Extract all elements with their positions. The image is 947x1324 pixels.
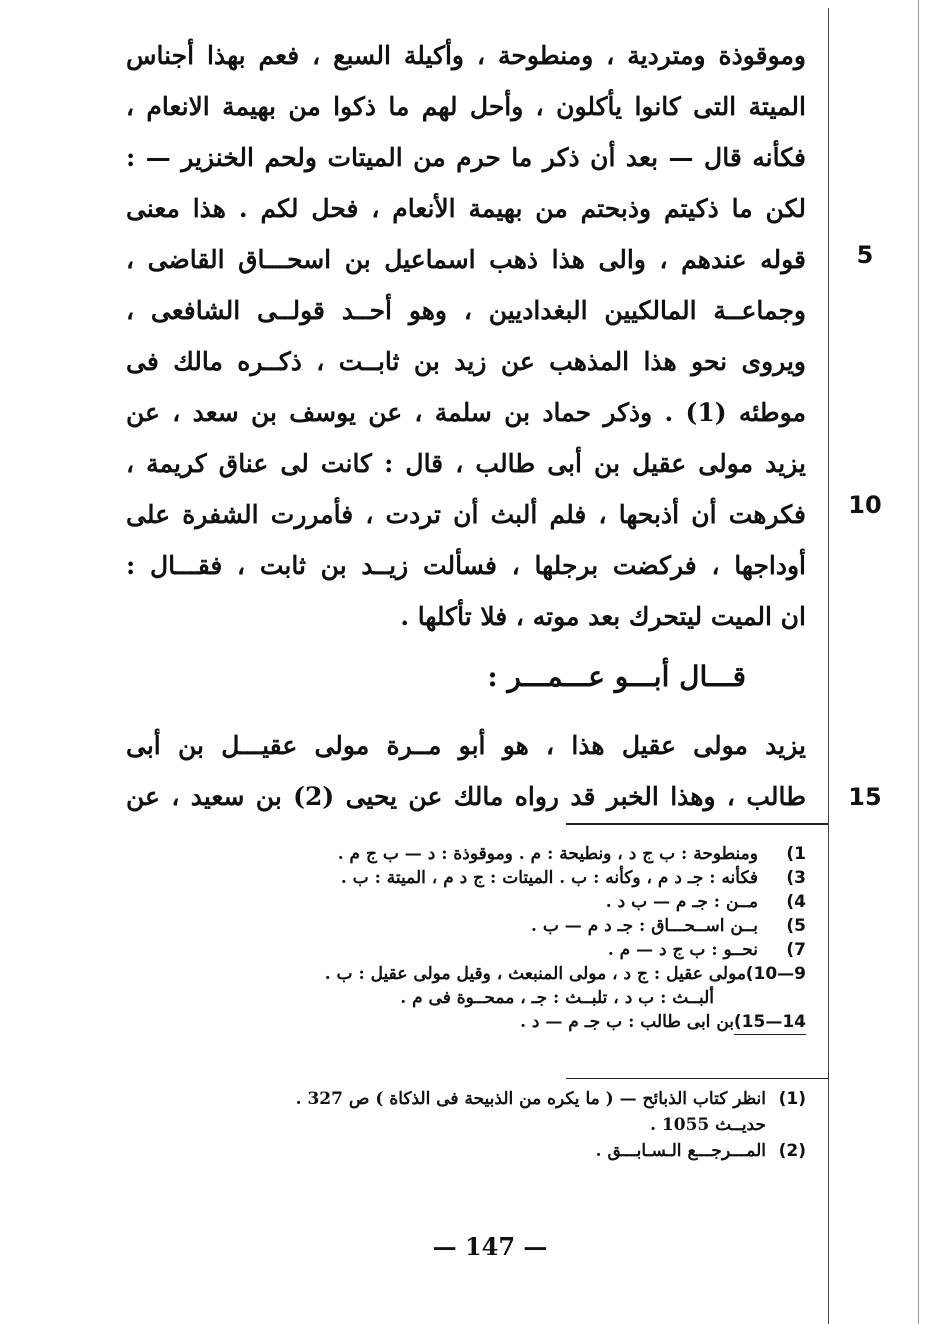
apparatus-entry — [126, 842, 806, 866]
margin-line-number: 15 — [848, 783, 882, 811]
apparatus-line-ref: 1) — [786, 844, 806, 864]
text-line: لكن ما ذكيتم وذبحتم من بهيمة الأنعام ، فحل لكم . هذا معنى — [126, 194, 806, 223]
footnote-text: المـــرجـــع الـسـابـــق . — [595, 1141, 766, 1161]
footnote-continuation — [126, 1112, 806, 1138]
footnote — [126, 1138, 806, 1164]
apparatus-text: ومنطوحة : ب ج د ، ونطيحة : م . وموقوذة : د — ب ج م . — [337, 844, 758, 864]
section-heading: قـــال أبـــو عـــمـــر : — [487, 660, 746, 693]
apparatus-line-ref: 9—10) — [745, 964, 806, 984]
footnote-marker: (2) — [778, 1141, 806, 1161]
apparatus-entry — [126, 914, 806, 938]
apparatus-text: بن ابى طالب : ب جـ م — د . — [520, 1012, 734, 1032]
apparatus-entry — [126, 962, 806, 986]
footnotes-divider — [566, 1078, 828, 1079]
apparatus-text: فكأنه : جـ د م ، وكأنه : ب . الميتات : ج د م ، الميتة : ب . — [340, 868, 758, 888]
footnote-text: حديــث 1055 . — [650, 1115, 766, 1135]
text-line: طالب ، وهذا الخبر قد رواه مالك عن يحيى (2) بن سعيد ، عن — [126, 782, 806, 811]
footnote — [126, 1086, 806, 1112]
apparatus-text: مولى عقيل : ج د ، مولى المنبعث ، وقيل مولى عقيل : ب . — [324, 964, 746, 984]
text-line: الميتة التى كانوا يأكلون ، وأحل لهم ما ذكوا من بهيمة الانعام ، — [126, 92, 806, 121]
apparatus-text: بــن اســحـــاق : جـ د م — ب . — [531, 916, 758, 936]
footnotes — [126, 1086, 806, 1164]
apparatus-divider — [566, 823, 828, 825]
text-line: أوداجها ، فركضت برجلها ، فسألت زيــد بن ثابت ، فقـــال : — [126, 551, 806, 580]
page-edge-rule — [918, 0, 919, 1324]
page-number: — 147 — — [432, 1232, 548, 1261]
margin-line-number: 5 — [856, 241, 874, 269]
text-line: وموقوذة ومتردية ، ومنطوحة ، وأكيلة السبع ، فعم بهذا أجناس — [126, 41, 806, 70]
footnote-marker: (1) — [778, 1089, 806, 1109]
apparatus-line-ref: 5) — [786, 916, 806, 936]
apparatus-entry — [126, 890, 806, 914]
apparatus-text: مــن : جـ م — ب د . — [605, 892, 758, 912]
text-line: موطئه (1) . وذكر حماد بن سلمة ، عن يوسف بن سعد ، عن — [126, 398, 806, 427]
apparatus-entry — [126, 986, 806, 1010]
apparatus-line-ref: 14—15) — [734, 1010, 806, 1035]
second-paragraph — [126, 720, 806, 822]
footnote-marker — [766, 1112, 806, 1138]
text-line: ويروى نحو هذا المذهب عن زيد بن ثابــت ، ذكــره مالك فى — [126, 347, 806, 376]
margin-line-number: 10 — [848, 491, 882, 519]
apparatus-line-ref: 3) — [786, 868, 806, 888]
text-line: يزيد مولى عقيل هذا ، هو أبو مــرة مولى عقيـــل بن أبى — [126, 731, 806, 760]
apparatus-line-ref: 4) — [786, 892, 806, 912]
margin-rule — [828, 8, 829, 1324]
apparatus-line-ref — [726, 986, 806, 1010]
apparatus-entry — [126, 938, 806, 962]
footnote-text: انظر كتاب الذبائح — ( ما يكره من الذبيحة فى الذكاة ) ص 327 . — [295, 1089, 766, 1109]
apparatus-line-ref: 7) — [786, 940, 806, 960]
text-line: وجماعــة المالكيين البغداديين ، وهو أحــد قولــى الشافعى ، — [126, 296, 806, 325]
apparatus-text: ألبــث : ب د ، تلبــث : جـ ، ممحــوة فى م . — [400, 988, 714, 1008]
text-line: يزيد مولى عقيل بن أبى طالب ، قال : كانت لى عناق كريمة ، — [126, 449, 806, 478]
apparatus-entry — [126, 1010, 806, 1035]
text-line: قوله عندهم ، والى هذا ذهب اسماعيل بن اسحـــاق القاضى ، — [126, 245, 806, 274]
text-line: فكرهت أن أذبحها ، فلم ألبث أن تردت ، فأمررت الشفرة على — [126, 500, 806, 529]
apparatus-text: نحــو : ب ج د — م . — [607, 940, 758, 960]
apparatus-entry — [126, 866, 806, 890]
main-paragraph — [126, 30, 806, 642]
critical-apparatus — [126, 842, 806, 1035]
text-line: ان الميت ليتحرك بعد موته ، فلا تأكلها . — [400, 602, 806, 631]
text-line: فكأنه قال — بعد أن ذكر ما حرم من الميتات ولحم الخنزير — : — [126, 143, 806, 172]
